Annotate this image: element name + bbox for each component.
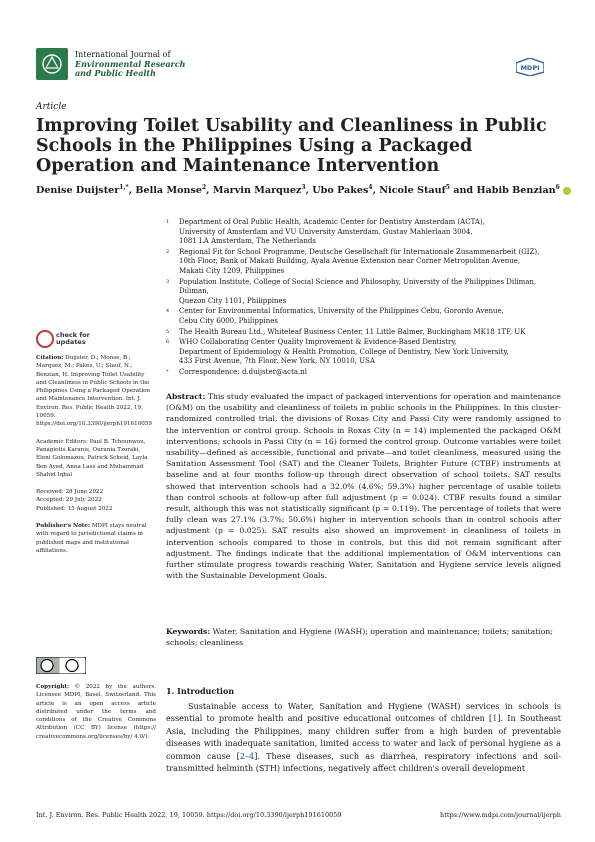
author: Denise Duijster — [36, 185, 120, 197]
affiliation-text: Regional Fit for School Programme, Deutsche Gesellschaft für Internationale Zusammenarbeit (GIZ), 10th Floor, Bank of Makati Building, Ayala Avenue Extension near Corner Metropolitan Avenue, Makati City 1209, Philippines — [179, 247, 540, 275]
orcid-icon[interactable] — [563, 187, 571, 195]
sidebar — [36, 354, 156, 564]
footer-journal-link[interactable]: https://www.mdpi.com/journal/ijerph — [440, 811, 561, 819]
published-date: Published: 15 August 2022 — [36, 505, 113, 512]
affiliations — [166, 218, 566, 379]
keywords-text: Water, Sanitation and Hygiene (WASH); operation and maintenance; toilets; sanitation; schools; cleanliness — [166, 627, 553, 648]
intro-text: ]. These diseases, such as diarrhea, respiratory infections and soil-transmitted helminth (STH) infections, negatively affect children's overall development — [166, 750, 561, 774]
affiliation-text: WHO Collaborating Center Quality Improvement & Evidence-Based Dentistry, Department of Epidemiology & Health Promotion, College of Dentistry, New York University, 433 First Avenue, 7th Floor, New York, NY 10010, USA — [179, 338, 509, 366]
check-for-updates-button[interactable] — [36, 330, 116, 350]
affiliation-item — [166, 368, 566, 378]
intro-text: Sustainable access to Water, Sanitation and Hygiene (WASH) services in schools is essential to promote health and positive educational outcomes of children [ — [166, 701, 561, 724]
author-list: Denise Duijster$^{1,*}$, Bella Monse$^2$, Marvin Marquez$^3$, Ubo Pakes$^4$, Nicole Stauf$^5$ and Habib Benzian$^6$ — [36, 184, 576, 196]
author-sup: 1,* — [119, 184, 129, 191]
check-updates-icon — [36, 330, 54, 348]
cc-by-license-icon[interactable] — [36, 657, 86, 674]
affiliation-text: The Health Bureau Ltd., Whiteleaf Business Center, 11 Little Balmer, Buckingham MK18 1TF, UK — [179, 327, 526, 336]
article-title: Improving Toilet Usability and Cleanliness in Public Schools in the Philippines Using a Packaged Operation and Maintenance Intervention — [36, 116, 547, 176]
keywords-label: Keywords: — [166, 627, 211, 636]
journal-logo — [36, 48, 68, 80]
affiliation-item — [166, 328, 566, 338]
journal-name-line1: International Journal of — [75, 50, 171, 59]
copyright — [36, 683, 156, 741]
affiliation-number: * — [166, 368, 169, 375]
affiliation-item — [166, 338, 566, 367]
introduction-paragraph — [166, 700, 561, 774]
citation-label: Citation: — [36, 355, 64, 361]
affiliation-text: Population Institute, College of Social Science and Philosophy, University of the Philippines Diliman, Diliman, Quezon City 1101, Philippines — [179, 277, 537, 305]
affiliation-item — [166, 248, 566, 277]
author-sup: 3 — [301, 184, 306, 191]
affiliation-number: 2 — [166, 248, 170, 255]
abstract-text: This study evaluated the impact of packaged interventions for operation and maintenance (O&M) on the usability and cleanliness of toilets in public schools in the Philippines. In this cluster-randomized controlled trial, the divisions of Roxas City and Passi City were randomly assigned to the intervention or control group. Schools in Roxas City (n = 14) implemented the packaged O&M interventions; schools in Passi City (n = 16) formed the control group. Outcome variables were toilet usability—defined as accessible, functional and private—and toilet cleanliness, measured using the Sanitation Assessment Tool (SAT) and the Cleaner Toilets, Brighter Future (CTBF) instruments at baseline and at four months follow-up through direct observation of school toilets. SAT results showed that intervention schools had a 32.0% (4.6%; 59.3%) higher percentage of usable toilets than control schools at follow-up after full adjustment (p = 0.024). CTBF results found a similar result, although this was not statistically significant (p = 0.119). The percentage of toilets that were fully clean was 27.1% (3.7%; 50.6%) higher in intervention schools than in control schools after adjustment (p = 0.025). SAT results also showed an improvement in cleanliness of toilets in intervention schools compared to those in controls, but this did not remain significant after adjustment. The findings indicate that the additional implementation of O&M interventions can further stimulate progress towards reaching Water, Sanitation and Hygiene service levels aligned with the Sustainable Development Goals. — [166, 392, 561, 581]
author-sup: 4 — [368, 184, 373, 191]
publisher-note-label: Publisher's Note: — [36, 523, 91, 530]
affiliation-number: 3 — [166, 278, 170, 285]
journal-name-line2: Environmental Research — [75, 58, 186, 69]
journal-name — [75, 50, 275, 79]
affiliation-number: 5 — [166, 328, 170, 335]
citation-text: Duijster, D.; Monse, B.; Marquez, M.; Pakes, U.; Stauf, N.; Benzian, H. Improving Toilet Usability and Cleanliness in Public Schools in the Philippines Using a Packaged Operation and Maintenance Intervention. Int. J. Environ. Res. Public Health 2022, 19, 10059. https://doi.org/10.3390/ijerph191610059 — [36, 355, 152, 428]
copyright-label: Copyright: — [36, 684, 70, 690]
accepted-date: Accepted: 29 July 2022 — [36, 497, 102, 504]
abstract-label: Abstract: — [166, 392, 206, 401]
dates — [36, 488, 156, 513]
correspondence-text: Correspondence: d.duijster@acta.nl — [179, 367, 308, 376]
citation — [36, 354, 156, 429]
mdpi-logo-text: MDPI — [520, 64, 540, 72]
author: Nicole Stauf — [379, 185, 446, 197]
abstract — [166, 391, 561, 581]
journal-name-line3: and Public Health — [75, 68, 156, 78]
affiliation-item — [166, 218, 566, 247]
affiliation-text: Center for Environmental Informatics, University of the Philippines Cebu, Gorordo Avenue, Cebu City 6000, Philippines — [179, 307, 504, 325]
affiliation-item — [166, 278, 566, 307]
citation-link[interactable]: 1 — [492, 713, 498, 724]
author-sup: 2 — [201, 184, 207, 191]
publisher-note-text: MDPI stays neutral with regard to jurisdictional claims in published maps and institutional affiliations. — [36, 523, 147, 554]
affiliation-number: 4 — [166, 308, 170, 315]
received-date: Received: 28 June 2022 — [36, 489, 104, 496]
editors-label: Academic Editors: — [36, 438, 88, 445]
check-updates-line2: updates — [56, 338, 86, 346]
affiliation-number: 6 — [166, 339, 170, 346]
author: Ubo Pakes — [312, 185, 369, 197]
affiliation-text: Department of Oral Public Health, Academic Center for Dentistry Amsterdam (ACTA), University of Amsterdam and VU University Amsterdam, Gustav Mahlerlaan 3004, 1081 LA Amsterdam, The Netherlands — [179, 218, 485, 246]
author: Bella Monse — [135, 185, 202, 197]
editors-text: Paul B. Tchounwou, Panagiotis Karanis, Ourania Tzoraki, Eleni Golomazou, Patrick Scheid, Layla Ben Ayed, Anna Lass and Muhammad Shahid Iqbal — [36, 438, 148, 478]
mdpi-logo — [516, 58, 544, 76]
intro-text: ]. In Southeast Asia, including the Philippines, many children suffer from a high burden of preventable diseases with inadequate sanitation, limited access to water and lack of personal hygiene as a common cause [ — [166, 713, 561, 761]
academic-editors — [36, 438, 156, 479]
affiliation-item — [166, 307, 566, 326]
citation-link[interactable]: 2–4 — [239, 750, 255, 761]
publisher-note — [36, 522, 156, 555]
author-sup: 5 — [445, 184, 450, 191]
section-heading: 1. Introduction — [166, 686, 235, 696]
keywords — [166, 626, 561, 648]
footer-citation: Int. J. Environ. Res. Public Health 2022, 19, 10059. https://doi.org/10.3390/ijerph191610059 — [36, 811, 342, 819]
article-type: Article — [36, 102, 67, 112]
affiliation-number: 1 — [166, 219, 170, 225]
author-sup: 6 — [555, 184, 560, 191]
author: Marvin Marquez — [212, 185, 302, 197]
copyright-text: © 2022 by the authors. Licensee MDPI, Basel, Switzerland. This article is an open access article distributed under the terms and conditions of the Creative Commons Attribution (CC BY) license (https:// creativecommons.org/licenses/by/ 4.0/). — [36, 684, 156, 740]
check-updates-line1: check for — [56, 331, 90, 339]
author: Habib Benzian — [476, 185, 556, 197]
